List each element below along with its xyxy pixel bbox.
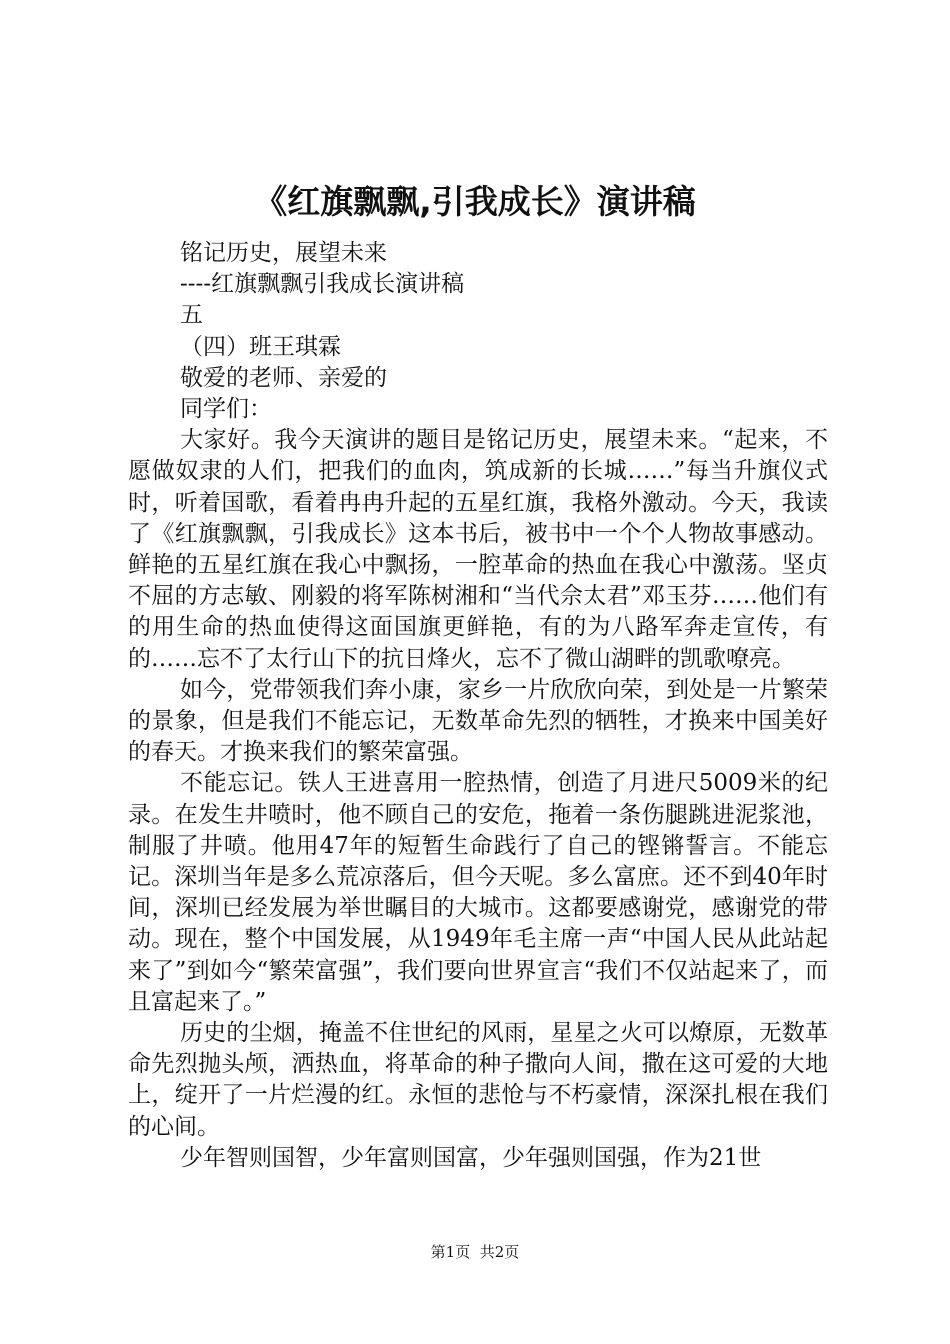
document-body [128, 238, 828, 1174]
salutation-line: 敬爱的老师、亲爱的 [180, 364, 387, 391]
page-total: 共2页 [479, 1243, 520, 1261]
author-line: （四）班王琪霖 [180, 333, 341, 360]
body-paragraph: 大家好。我今天演讲的题目是铭记历史，展望未来。“起来，不愿做奴隶的人们，把我们的血肉，筑成新的长城……”每当升旗仪式时，听着国歌，看着冉冉升起的五星红旗，我格外激动。今天，我读了《红旗飘飘，引我成长》这本书后，被书中一个个人物故事感动。鲜艳的五星红旗在我心中飘扬，一腔革命的热血在我心中激荡。坚贞不屈的方志敏、刚毅的将军陈树湘和“当代佘太君”邓玉芬……他们有的用生命的热血使得这面国旗更鲜艳，有的为八路军奔走宣传，有的……忘不了太行山下的抗日烽火，忘不了微山湖畔的凯歌嘹亮。 [128, 427, 828, 672]
body-paragraph: 不能忘记。铁人王进喜用一腔热情，创造了月进尺5009米的纪录。在发生井喷时，他不顾自己的安危，拖着一条伤腿跳进泥浆池，制服了井喷。他用47年的短暂生命践行了自己的铿锵誓言。不能忘记。深圳当年是多么荒凉落后，但今天呢。多么富庶。还不到40年时间，深圳已经发展为举世瞩目的大城市。这都要感谢党，感谢党的带动。现在，整个中国发展，从1949年毛主席一声“中国人民从此站起来了”到如今“繁荣富强”，我们要向世界宣言“我们不仅站起来了，而且富起来了。” [128, 770, 828, 1015]
page-number: 第1页 [430, 1243, 471, 1261]
subtitle-line: 铭记历史，展望未来 [180, 240, 387, 266]
body-paragraph: 少年智则国智，少年富则国富，少年强则国强，作为21世 [180, 1144, 762, 1171]
salutation-line: 同学们： [180, 396, 272, 423]
subtitle-line: ----红旗飘飘引我成长演讲稿 [180, 271, 465, 298]
grade-line: 五 [180, 302, 203, 329]
document-title: 《红旗飘飘,引我成长》演讲稿 [254, 182, 696, 221]
page-footer [0, 1242, 950, 1262]
body-paragraph: 历史的尘烟，掩盖不住世纪的风雨，星星之火可以燎原，无数革命先烈抛头颅，洒热血，将革命的种子撒向人间，撒在这可爱的大地上，绽开了一片烂漫的红。永恒的悲怆与不朽豪情，深深扎根在我们的心间。 [128, 1020, 828, 1140]
body-paragraph: 如今，党带领我们奔小康，家乡一片欣欣向荣，到处是一片繁荣的景象，但是我们不能忘记，无数革命先烈的牺牲，才换来中国美好的春天。才换来我们的繁荣富强。 [128, 676, 828, 766]
